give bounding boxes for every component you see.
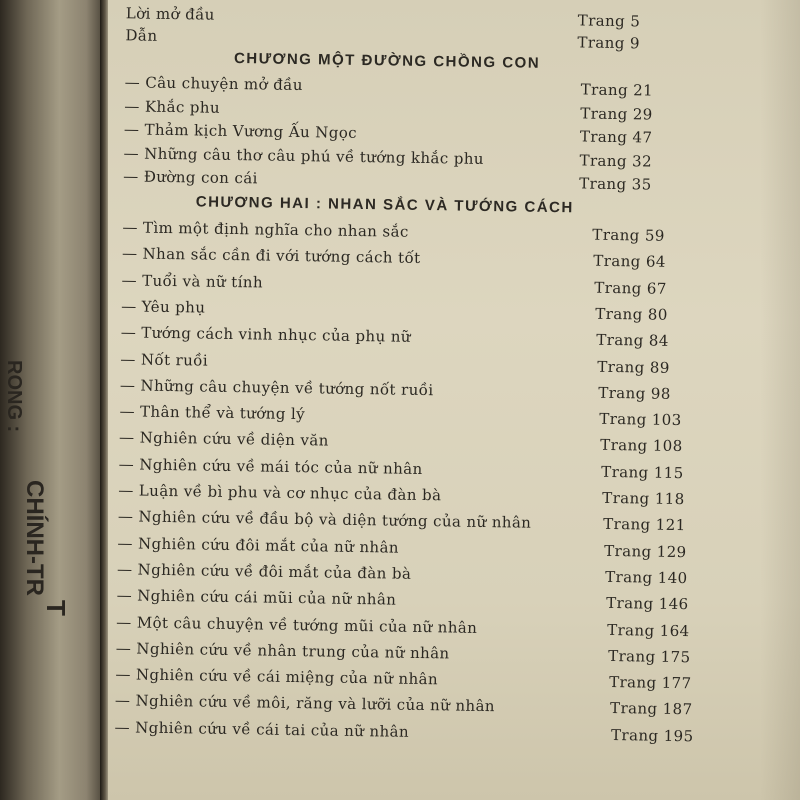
toc-entry-page: Trang 108 bbox=[600, 436, 683, 456]
toc-entry-page: Trang 29 bbox=[580, 103, 653, 124]
toc-entry-page: Trang 103 bbox=[599, 409, 682, 430]
toc-entry-title: — Thân thể và tướng lý bbox=[119, 402, 306, 424]
toc-entry-page: Trang 121 bbox=[603, 515, 686, 535]
toc-entry-title: — Nghiên cứu về đôi mắt của đàn bà bbox=[116, 560, 412, 583]
toc-entry-page: Trang 89 bbox=[597, 357, 670, 377]
toc-entry-title: — Nghiên cứu về diện văn bbox=[118, 428, 329, 450]
toc-entry-page: Trang 67 bbox=[594, 278, 667, 298]
toc-entry-title: — Nghiên cứu về cái tai của nữ nhân bbox=[114, 717, 410, 741]
toc-entry-title: — Nghiên cứu về nhân trung của nữ nhân bbox=[115, 639, 450, 663]
toc-entry-title: — Tướng cách vinh nhục của phụ nữ bbox=[120, 323, 412, 346]
toc-entry-page: Trang 84 bbox=[596, 330, 669, 351]
toc-entry-title: — Nghiên cứu cái mũi của nữ nhân bbox=[116, 586, 397, 609]
toc-entry-title: — Những câu chuyện về tướng nốt ruồi bbox=[119, 376, 434, 399]
toc-entry-page: Trang 177 bbox=[609, 673, 692, 693]
toc-entry-title: — Khắc phu bbox=[124, 96, 221, 117]
toc-entry-title: — Câu chuyện mở đầu bbox=[124, 73, 304, 95]
toc-entry-title: Lời mở đầu bbox=[125, 4, 215, 24]
toc-entry-title: — Nghiên cứu về môi, răng và lưỡi của nữ nhân bbox=[114, 691, 496, 716]
toc-entry-title: — Nghiên cứu về mái tóc của nữ nhân bbox=[118, 454, 423, 478]
toc-entry-page: Trang 35 bbox=[579, 174, 652, 194]
toc-entry-page: Trang 140 bbox=[605, 567, 688, 588]
toc-entry-page: Trang 47 bbox=[579, 127, 653, 147]
toc-entry-page: Trang 59 bbox=[592, 225, 665, 245]
toc-entry-page: Trang 129 bbox=[604, 541, 687, 561]
left-page-fragment: RONG : bbox=[3, 360, 25, 433]
toc-entry-title: — Những câu thơ câu phú về tướng khắc phu bbox=[123, 143, 485, 168]
toc-entry-title: — Nghiên cứu về cái miệng của nữ nhân bbox=[115, 665, 439, 689]
toc-entry-page: Trang 115 bbox=[601, 462, 684, 482]
toc-entry-page: Trang 32 bbox=[579, 150, 653, 171]
toc-entry-title: — Tìm một định nghĩa cho nhan sắc bbox=[122, 218, 409, 241]
toc-page bbox=[108, 0, 800, 800]
toc-entry-page: Trang 98 bbox=[598, 383, 671, 403]
toc-entry-page: Trang 5 bbox=[577, 11, 641, 31]
toc-entry-title: — Nghiên cứu đôi mắt của nữ nhân bbox=[117, 533, 400, 557]
toc-entry-page: Trang 21 bbox=[580, 80, 654, 100]
toc-entry-page: Trang 175 bbox=[608, 646, 691, 667]
toc-entry-title: — Nghiên cứu về đầu bộ và diện tướng của nữ nhân bbox=[117, 507, 532, 533]
toc-entry-title: — Đường con cái bbox=[123, 167, 258, 188]
toc-entry-page: Trang 9 bbox=[577, 33, 641, 53]
toc-entry-title: — Luận về bì phu và cơ nhục của đàn bà bbox=[118, 481, 442, 505]
toc-entry-title: — Thảm kịch Vương Ấu Ngọc bbox=[123, 120, 358, 142]
toc-entry-page: Trang 187 bbox=[609, 699, 693, 719]
left-page-fragment: CHÍNH-TR bbox=[21, 480, 48, 596]
toc-entry-page: Trang 164 bbox=[607, 620, 690, 640]
toc-entry-page: Trang 64 bbox=[593, 251, 666, 272]
toc-entry-title: — Yêu phụ bbox=[121, 297, 206, 317]
toc-entry-page: Trang 118 bbox=[602, 488, 685, 509]
toc-entry-title: — Nốt ruồi bbox=[120, 349, 209, 370]
left-page-edge bbox=[0, 0, 108, 800]
chapter-heading: CHƯƠNG MỘT ĐƯỜNG CHỒNG CON bbox=[233, 49, 541, 72]
toc-entry-title: — Tuổi và nữ tính bbox=[121, 270, 264, 292]
left-page-fragment: T bbox=[41, 600, 71, 616]
toc-entry-page: Trang 195 bbox=[610, 725, 694, 745]
toc-entry-title: — Một câu chuyện về tướng mũi của nữ nhân bbox=[116, 612, 478, 637]
toc-entry-page: Trang 146 bbox=[606, 594, 689, 614]
chapter-heading: CHƯƠNG HAI : NHAN SẮC VÀ TƯỚNG CÁCH bbox=[195, 193, 574, 217]
toc-entry-title: Dẫn bbox=[125, 26, 158, 45]
toc-entry-page: Trang 80 bbox=[595, 304, 668, 324]
table-of-contents bbox=[108, 0, 800, 800]
toc-entry-title: — Nhan sắc cần đi với tướng cách tốt bbox=[121, 244, 421, 268]
